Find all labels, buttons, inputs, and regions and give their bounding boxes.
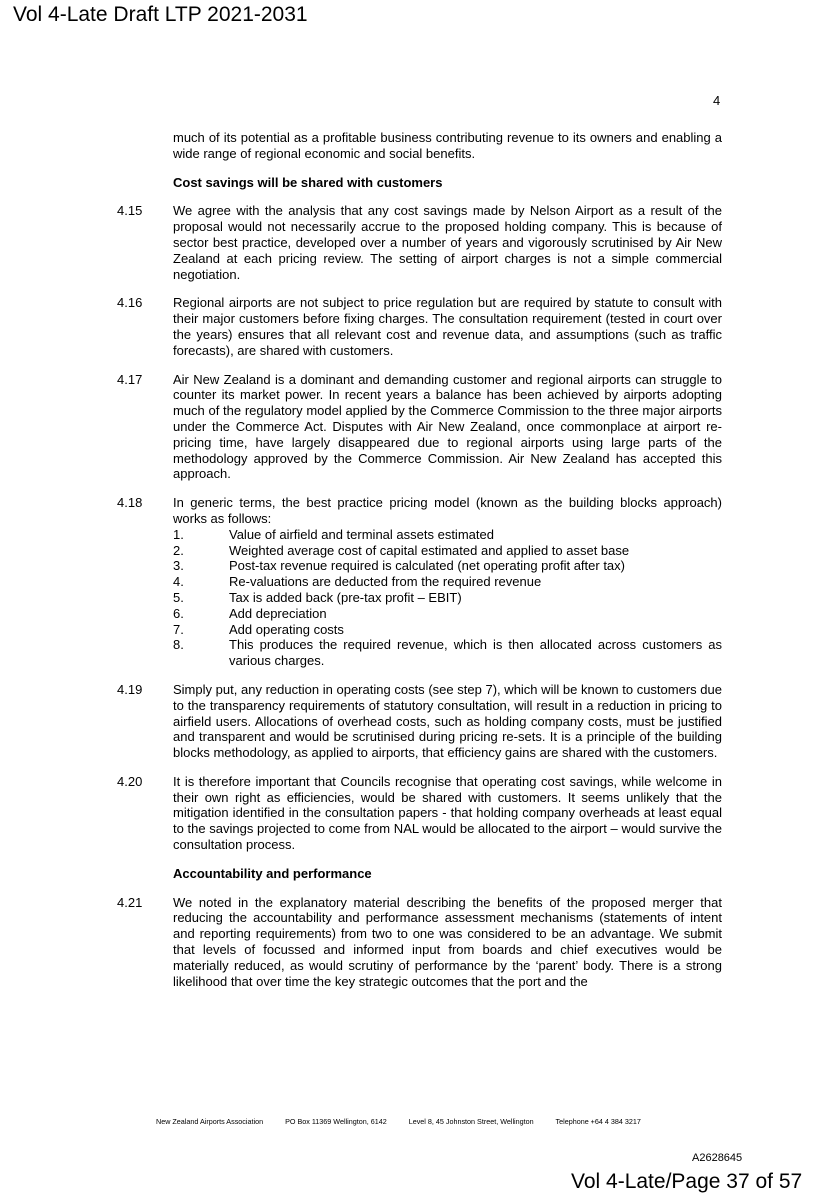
- letterhead-footer: [156, 1117, 661, 1126]
- step-number: 4.: [173, 574, 184, 590]
- step-text: Post-tax revenue required is calculated (net operating profit after tax): [229, 558, 625, 574]
- paragraph-4-21: [117, 895, 722, 990]
- paragraph-4-19: [117, 682, 722, 761]
- list-item: [173, 558, 722, 574]
- paragraph-number: 4.15: [117, 203, 143, 219]
- step-number: 2.: [173, 542, 184, 558]
- paragraph-text: It is therefore important that Councils recognise that operating cost savings, while welcome in their own right as efficiencies, would be shared with customers. It seems unlikely that the mitigation identified in the consultation papers - that holding company overheads at least equal to the savings projected to come from NAL would be allocated to the airport – would survive the consultation process.: [173, 773, 722, 853]
- paragraph-number: 4.17: [117, 371, 143, 387]
- step-number: 3.: [173, 558, 184, 574]
- page-footer: Vol 4-Late/Page 37 of 57: [571, 1170, 803, 1193]
- paragraph-4-17: [117, 372, 722, 483]
- step-text: Add operating costs: [229, 621, 344, 637]
- paragraph-text: In generic terms, the best practice pricing model (known as the building blocks approach) works as follows:: [173, 495, 722, 526]
- list-item: [173, 527, 722, 543]
- paragraph-4-16: [117, 295, 722, 358]
- step-number: 6.: [173, 605, 184, 621]
- step-text: Re-valuations are deducted from the required revenue: [229, 574, 542, 590]
- list-item: [173, 606, 722, 622]
- paragraph-4-15: [117, 203, 722, 282]
- paragraph-text: Simply put, any reduction in operating costs (see step 7), which will be known to customers due to the transparency requirements of statutory consultation, will result in a reduction in pricing to airfield users. Allocations of overhead costs, such as holding company costs, must be justified and transparent and would be scrutinised during pricing re-sets. It is a principle of the building blocks methodology, as applied to airports, that efficiency gains are shared with the customers.: [173, 681, 722, 761]
- step-text: Value of airfield and terminal assets estimated: [229, 526, 494, 542]
- step-number: 8.: [173, 637, 184, 653]
- paragraph-number: 4.18: [117, 495, 143, 511]
- paragraph-text: Regional airports are not subject to price regulation but are required by statute to consult with their major customers before fixing charges. The consultation requirement (tested in court over the years) ensures that all relevant cost and revenue data, and assumptions (such as traffic forecasts), are shared with customers.: [173, 295, 722, 358]
- paragraph-4-18: [117, 495, 722, 527]
- list-item: [173, 590, 722, 606]
- paragraph-number: 4.16: [117, 295, 143, 311]
- pricing-steps-list: [117, 527, 722, 669]
- paragraph-number: 4.21: [117, 894, 143, 910]
- paragraph-text: We agree with the analysis that any cost savings made by Nelson Airport as a result of the proposal would not necessarily accrue to the proposed holding company. This is because of sector best practice, developed over a number of years and vigorously scrutinised by Air New Zealand at each pricing review. The setting of airport charges is not a simple commercial negotiation.: [173, 203, 722, 282]
- document-header-title: Vol 4-Late Draft LTP 2021-2031: [13, 3, 308, 26]
- step-text: This produces the required revenue, which is then allocated across customers as various charges.: [229, 637, 722, 669]
- footer-org: New Zealand Airports Association: [156, 1117, 264, 1126]
- document-body: [117, 130, 722, 989]
- step-text: Weighted average cost of capital estimated and applied to asset base: [229, 542, 630, 558]
- list-item: [173, 622, 722, 638]
- step-number: 5.: [173, 589, 184, 605]
- paragraph-number: 4.20: [117, 773, 143, 789]
- document-reference: A2628645: [692, 1152, 743, 1164]
- step-text: Tax is added back (pre-tax profit – EBIT): [229, 589, 462, 605]
- step-number: 1.: [173, 526, 184, 542]
- step-text: Add depreciation: [229, 605, 327, 621]
- step-number: 7.: [173, 621, 184, 637]
- list-item: [173, 637, 722, 669]
- paragraph-number: 4.19: [117, 681, 143, 697]
- section-heading-accountability: Accountability and performance: [173, 865, 372, 881]
- paragraph-text: We noted in the explanatory material describing the benefits of the proposed merger that reducing the accountability and performance assessment mechanisms (statements of intent and reporting requirements) from two to one was considered to be an advantage. We submit that levels of focussed and informed input from boards and chief executives would be materially reduced, as would scrutiny of performance by the ‘parent’ body. There is a strong likelihood that over time the key strategic outcomes that the port and the: [173, 894, 722, 989]
- list-item: [173, 574, 722, 590]
- paragraph-text: Air New Zealand is a dominant and demanding customer and regional airports can struggle to counter its market power. In recent years a balance has been achieved by airports adopting much of the regulatory model applied by the Commerce Commission to the three major airports under the Commerce Act. Disputes with Air New Zealand, once commonplace at airport re-pricing time, have largely disappeared due to regional airports using large parts of the methodology approved by the Commerce Commission. Air New Zealand has accepted this approach.: [173, 371, 722, 482]
- paragraph-4-20: [117, 774, 722, 853]
- list-item: [173, 543, 722, 559]
- page-number: 4: [713, 93, 721, 108]
- footer-po-box: PO Box 11369 Wellington, 6142: [285, 1117, 387, 1126]
- footer-address: Level 8, 45 Johnston Street, Wellington: [408, 1117, 534, 1126]
- footer-phone: Telephone +64 4 384 3217: [555, 1117, 641, 1126]
- intro-paragraph: much of its potential as a profitable business contributing revenue to its owners and enabling a wide range of regional economic and social benefits.: [173, 130, 722, 161]
- section-heading-cost-savings: Cost savings will be shared with customers: [173, 174, 443, 190]
